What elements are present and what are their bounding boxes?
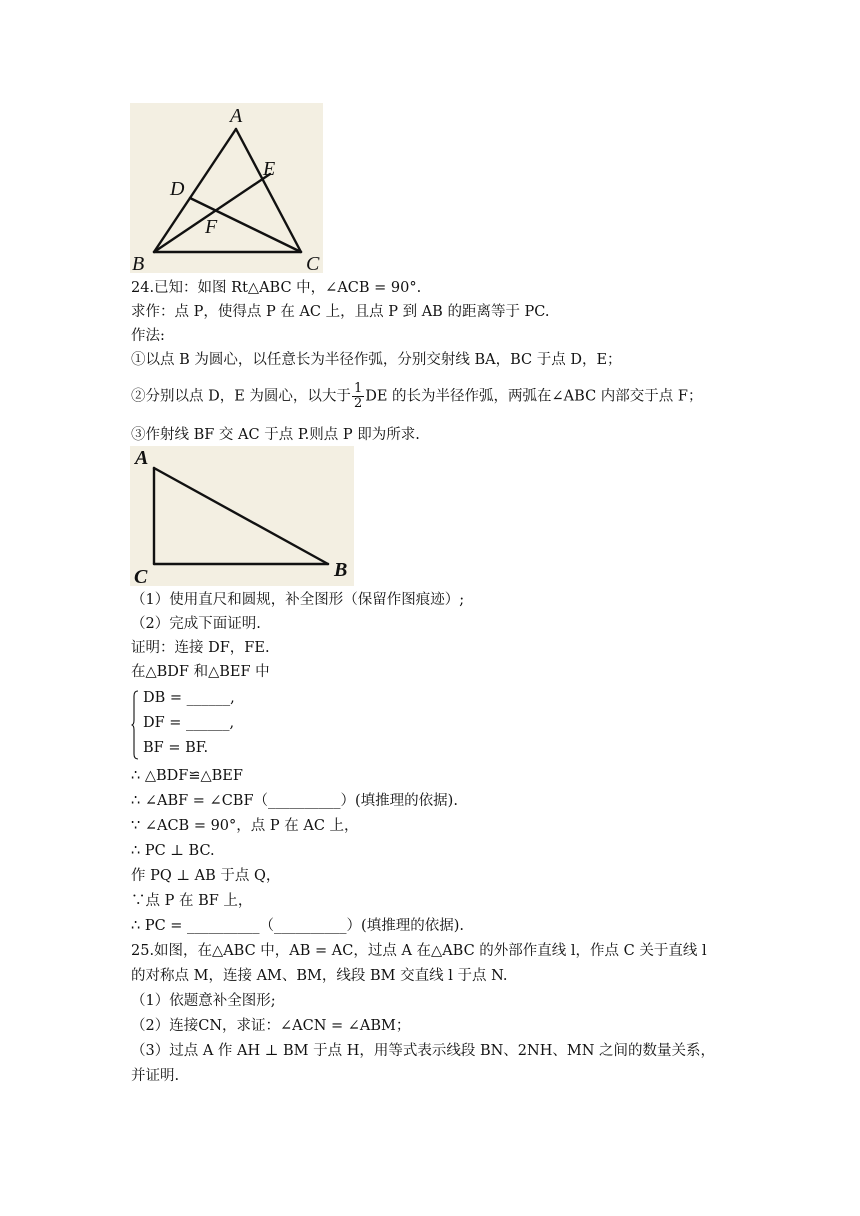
q25-part3: （3）过点 A 作 AH ⊥ BM 于点 H，用等式表示线段 BN、2NH、MN 之间的数量关系， (131, 1043, 716, 1059)
q25-line6: 并证明. (131, 1068, 180, 1084)
step2-pre: ②分别以点 D，E 为圆心，以大于 (131, 388, 351, 405)
label-F: F (205, 216, 218, 238)
conclusion-6: ∵点 P 在 BF 上， (131, 893, 253, 909)
sys-line3: BF = BF. (143, 740, 209, 756)
conclusion-5: 作 PQ ⊥ AB 于点 Q， (131, 868, 281, 884)
right-triangle-figure-2 (130, 446, 354, 586)
frac-den: 2 (353, 396, 363, 411)
q24-proof1: 证明：连接 DF，FE. (131, 640, 270, 656)
q24-step1: ①以点 B 为圆心，以任意长为半径作弧，分别交射线 BA，BC 于点 D，E； (131, 352, 622, 368)
q25-part1: （1）依题意补全图形; (131, 993, 276, 1009)
conclusion-2: ∴ ∠ABF = ∠CBF（__________）(填推理的依据). (131, 793, 458, 809)
step2-post: DE 的长为半径作弧，两弧在∠ABC 内部交于点 F； (365, 388, 703, 405)
q24-line2: 求作：点 P，使得点 P 在 AC 上，且点 P 到 AB 的距离等于 PC. (131, 304, 550, 320)
q24-step3: ③作射线 BF 交 AC 于点 P.则点 P 即为所求. (131, 427, 420, 443)
conclusion-1: ∴ △BDF≌△BEF (131, 768, 243, 784)
label-D: D (170, 178, 185, 200)
q24-line1: 24.已知：如图 Rt△ABC 中，∠ACB = 90°. (131, 280, 422, 296)
label-B: B (132, 253, 145, 273)
q24-proof2: 在△BDF 和△BEF 中 (131, 664, 270, 680)
q25-part2: （2）连接CN，求证：∠ACN = ∠ABM； (131, 1018, 411, 1034)
label-B2: B (334, 559, 348, 581)
label-C2: C (134, 566, 148, 586)
q24-part1: （1）使用直尺和圆规，补全图形（保留作图痕迹）; (131, 592, 465, 608)
label-C: C (306, 253, 320, 273)
system-brace (131, 690, 139, 760)
conclusion-3: ∵ ∠ACB = 90°，点 P 在 AC 上， (131, 818, 359, 834)
q24-line3: 作法: (131, 328, 165, 344)
q25-line1: 25.如图，在△ABC 中，AB = AC，过点 A 在△ABC 的外部作直线 l，作点 C 关于直线 l (131, 943, 707, 959)
label-A2: A (135, 447, 149, 469)
half-fraction (352, 382, 364, 411)
frac-num: 1 (353, 381, 363, 396)
conclusion-4: ∴ PC ⊥ BC. (131, 843, 215, 859)
q24-step2 (131, 382, 702, 411)
conclusion-7: ∴ PC = __________（__________）(填推理的依据). (131, 918, 464, 934)
triangle-figure-1 (130, 103, 323, 273)
sys-line2: DF = ______, (143, 715, 235, 731)
sys-line1: DB = ______, (143, 690, 235, 706)
label-A: A (230, 105, 243, 127)
q25-line2: 的对称点 M，连接 AM、BM，线段 BM 交直线 l 于点 N. (131, 968, 508, 984)
label-E: E (263, 158, 276, 180)
q24-part2: （2）完成下面证明. (131, 616, 261, 632)
